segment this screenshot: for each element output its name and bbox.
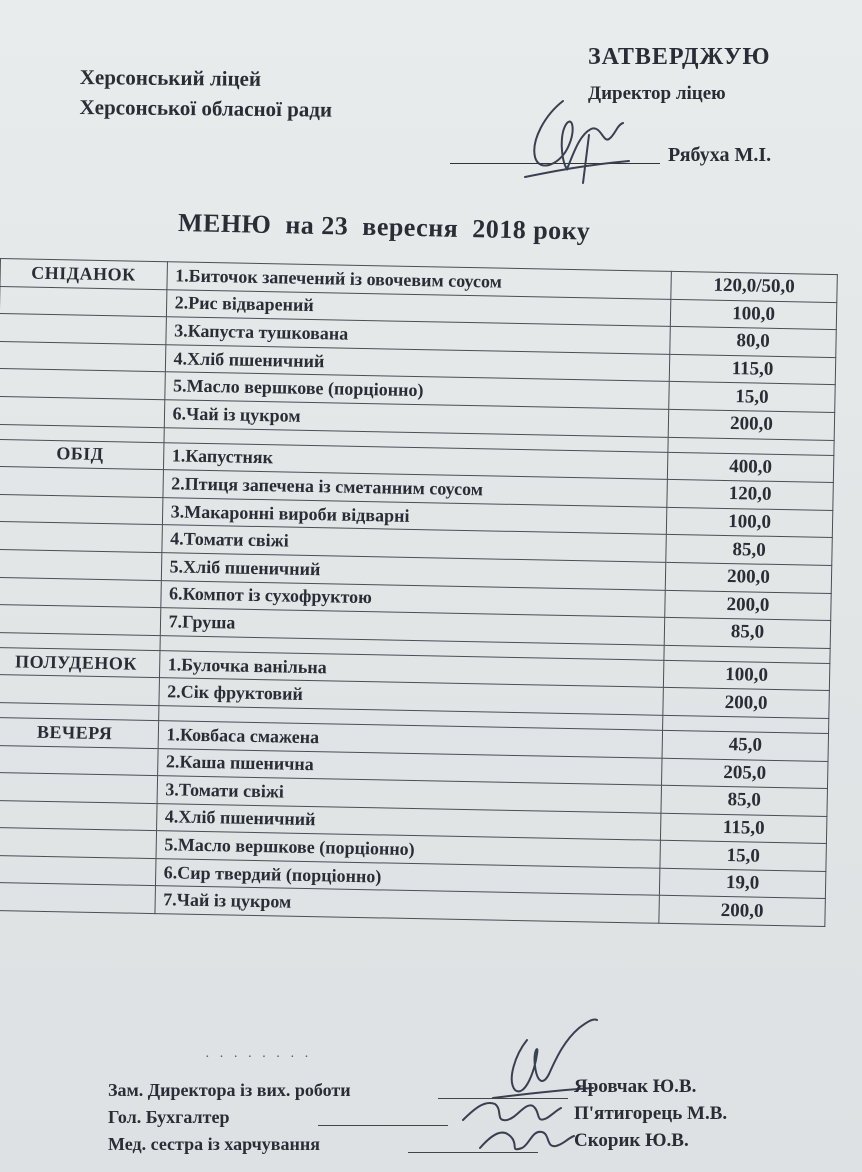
meal-cell	[0, 773, 157, 804]
quantity-cell: 100,0	[670, 299, 836, 330]
meal-cell	[0, 828, 156, 859]
menu-table	[0, 258, 838, 927]
signatory-role: Гол. Бухгалтер	[108, 1107, 230, 1127]
quantity-cell: 200,0	[659, 896, 825, 927]
quantity-cell: 80,0	[670, 327, 836, 358]
quantity-cell: 115,0	[669, 354, 835, 385]
signatory-role: Мед. сестра із харчування	[108, 1134, 321, 1154]
dish-cell: 1.Капустняк	[163, 442, 668, 479]
footer-signatories	[108, 1076, 828, 1157]
meal-cell	[0, 883, 155, 914]
dish-cell: 3.Макаронні вироби відварні	[162, 497, 667, 534]
signatory-role: Зам. Директора із вих. роботи	[108, 1080, 351, 1100]
meal-cell	[0, 369, 165, 400]
meal-cell: ВЕЧЕРЯ	[0, 717, 158, 748]
dish-cell: 7.Груша	[160, 608, 665, 645]
signatory-row	[108, 1130, 828, 1157]
quantity-cell: 19,0	[659, 868, 825, 899]
dish-cell: 2.Рис відварений	[166, 289, 671, 326]
meal-cell	[0, 800, 157, 831]
quantity-cell: 15,0	[660, 841, 826, 872]
signatory-row	[108, 1103, 828, 1130]
dish-cell: 4.Хліб пшеничний	[156, 803, 661, 840]
meal-cell	[0, 396, 164, 427]
quantity-cell: 15,0	[669, 382, 835, 413]
dish-cell: 6.Чай із цукром	[164, 400, 669, 437]
meal-cell	[0, 522, 162, 553]
quantity-cell: 100,0	[666, 507, 832, 538]
quantity-cell: 120,0/50,0	[671, 271, 837, 302]
signatory-name: Яровчак Ю.В.	[574, 1076, 697, 1097]
quantity-cell: 200,0	[668, 409, 834, 440]
meal-cell	[0, 675, 159, 706]
quantity-cell: 120,0	[667, 480, 833, 511]
signatory-name: Скорик Ю.В.	[574, 1130, 689, 1151]
dish-cell: 7.Чай із цукром	[155, 886, 660, 923]
dish-cell: 1.Ковбаса смажена	[158, 721, 663, 758]
dish-cell: 3.Томати свіжі	[157, 776, 662, 813]
quantity-cell: 200,0	[665, 562, 831, 593]
school-name	[79, 62, 332, 125]
dish-cell: 3.Капуста тушкована	[165, 317, 670, 354]
signature-line	[408, 1152, 538, 1153]
approval-signer: Рябуха М.І.	[668, 144, 772, 166]
approval-title: ЗАТВЕРДЖУЮ	[588, 44, 771, 70]
dish-cell: 2.Сік фруктовий	[159, 678, 664, 715]
dish-cell: 2.Каша пшенична	[157, 748, 662, 785]
quantity-cell: 200,0	[665, 590, 831, 621]
quantity-cell: 45,0	[662, 730, 828, 761]
meal-cell	[0, 577, 161, 608]
meal-cell: ОБІД	[0, 439, 164, 470]
dish-cell: 1.Булочка ванільна	[159, 650, 664, 687]
meal-cell	[0, 286, 166, 317]
meal-cell	[0, 605, 160, 636]
signature-line	[438, 1098, 568, 1099]
director-signature	[505, 95, 635, 190]
dish-cell: 2.Птиця запечена із сметанним соусом	[162, 470, 667, 507]
dish-cell: 5.Масло вершкове (порціонно)	[164, 372, 669, 409]
dish-cell: 5.Хліб пшеничний	[161, 553, 666, 590]
meal-cell	[0, 494, 162, 525]
meal-cell	[0, 855, 156, 886]
dish-cell: 1.Биточок запечений із овочевим соусом	[166, 262, 671, 299]
quantity-cell: 85,0	[661, 785, 827, 816]
meal-cell: СНІДАНОК	[0, 259, 167, 290]
meal-cell	[0, 745, 158, 776]
school-name-line2: Херсонської обласної ради	[79, 94, 333, 122]
quantity-cell: 100,0	[663, 660, 829, 691]
dish-cell: 4.Хліб пшеничний	[165, 344, 670, 381]
dish-cell: 6.Компот із сухофруктою	[160, 580, 665, 617]
quantity-cell: 85,0	[666, 535, 832, 566]
decorative-dots: · · · · · · · ·	[205, 1050, 312, 1065]
quantity-cell: 205,0	[662, 758, 828, 789]
signatory-row	[108, 1076, 828, 1103]
quantity-cell: 400,0	[667, 452, 833, 483]
meal-cell	[0, 314, 166, 345]
dish-cell: 4.Томати свіжі	[161, 525, 666, 562]
page-title: МЕНЮ на 23 вересня 2018 року	[177, 208, 591, 246]
quantity-cell: 85,0	[664, 617, 830, 648]
dish-cell: 5.Масло вершкове (порціонно)	[156, 831, 661, 868]
quantity-cell: 200,0	[663, 688, 829, 719]
approval-role: Директор ліцею	[588, 83, 726, 104]
meal-cell: ПОЛУДЕНОК	[0, 647, 160, 678]
meal-cell	[0, 549, 161, 580]
dish-cell: 6.Сир твердий (порціонно)	[155, 858, 660, 895]
quantity-cell: 115,0	[660, 813, 826, 844]
meal-cell	[0, 341, 165, 372]
signatory-name: П'ятигорець М.В.	[574, 1103, 728, 1124]
signature-line	[318, 1125, 448, 1126]
school-name-line1: Херсонський ліцей	[79, 64, 262, 91]
meal-cell	[0, 467, 163, 498]
